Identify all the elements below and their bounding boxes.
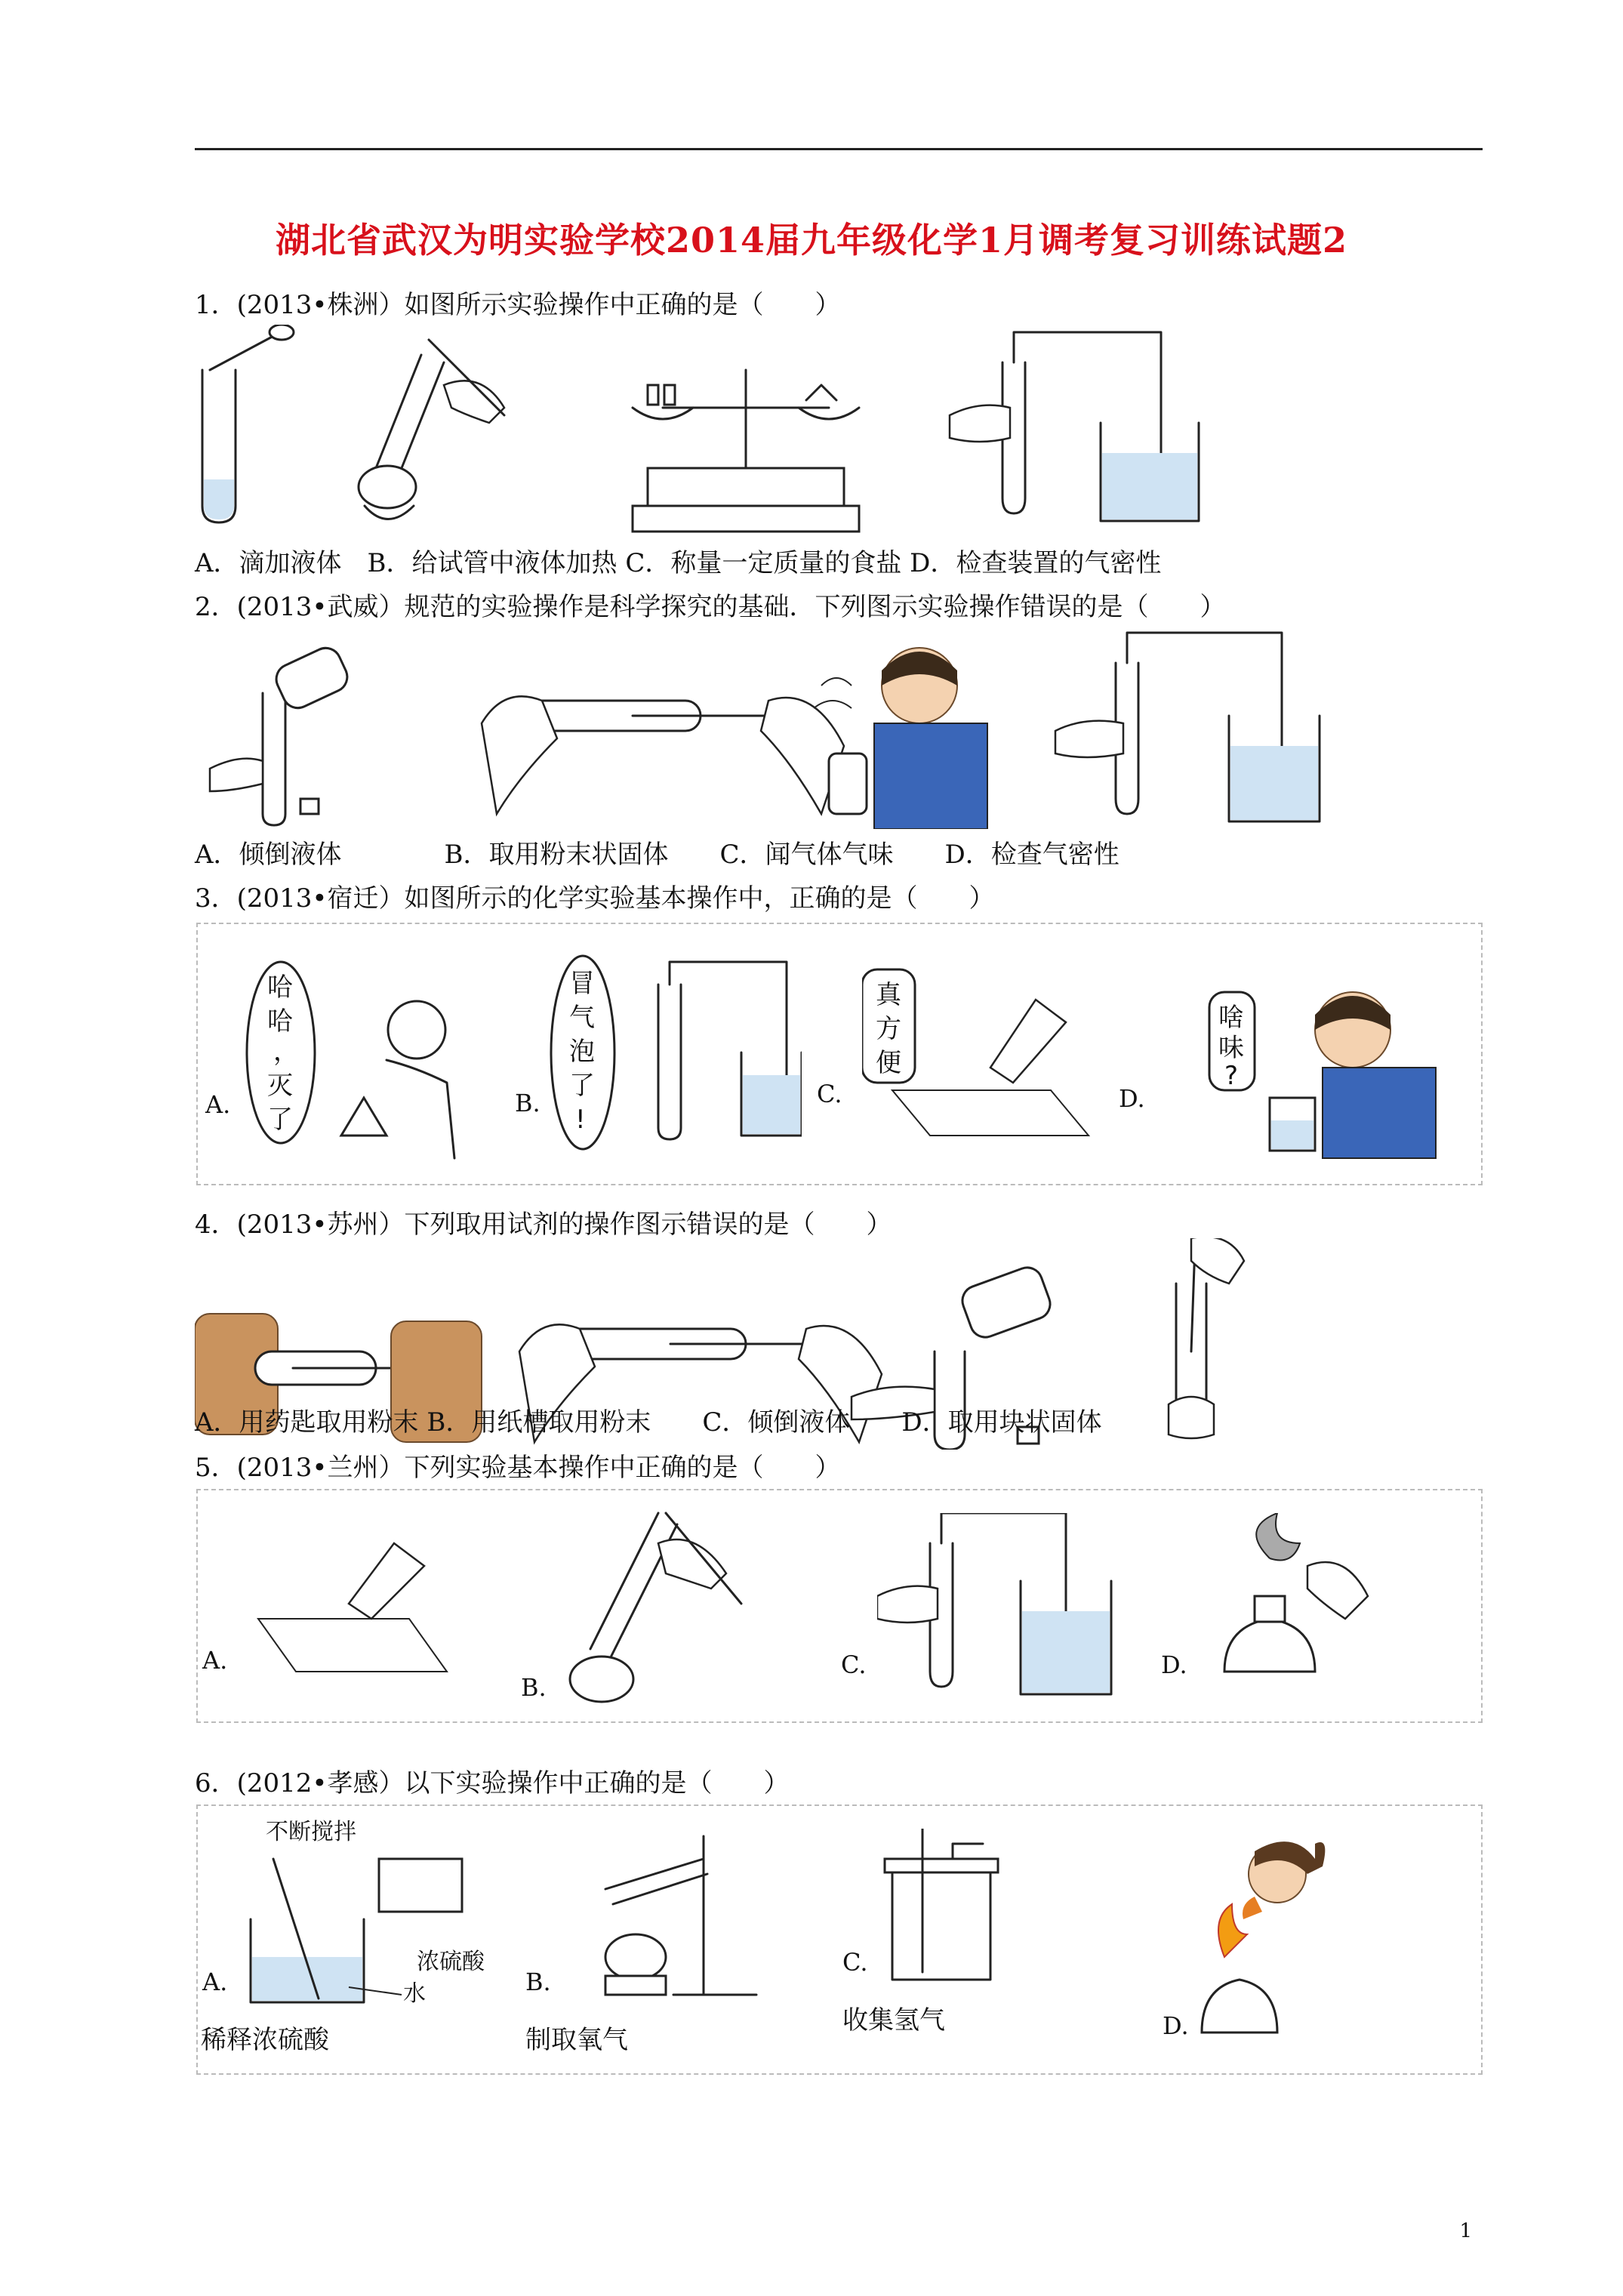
page-number: 1 — [1459, 2220, 1472, 2242]
bubble-a-5: 了 — [267, 1105, 293, 1135]
question-3-label-a: A. — [205, 1090, 231, 1119]
alcohol-lamp-light-image — [1194, 1513, 1421, 1709]
bubble-b-1: 冒 — [569, 969, 595, 999]
dilute-acid-image — [228, 1814, 530, 2017]
question-2 — [195, 586, 1226, 623]
pouring-liquid-image — [210, 643, 352, 825]
question-3 — [195, 877, 995, 914]
airtightness-bubble-image — [545, 939, 802, 1166]
question-6-label-b: B. — [525, 1968, 551, 1996]
question-4-text: (2013•苏州）下列取用试剂的操作图示错误的是（ ） — [236, 1210, 892, 1240]
blow-out-lamp-image — [243, 947, 485, 1173]
heat-tube-image — [545, 1498, 756, 1717]
question-3-text: (2013•宿迁）如图所示的化学实验基本操作中，正确的是（ ） — [236, 883, 995, 914]
question-5-label-c: C. — [841, 1650, 867, 1679]
airtightness-check-image-2 — [1055, 633, 1320, 821]
powder-paper-trough-image — [482, 696, 844, 814]
question-3-number: 3． — [195, 883, 237, 914]
question-4 — [195, 1203, 892, 1240]
airtightness-image-3 — [877, 1513, 1134, 1709]
question-6-number: 6． — [195, 1768, 237, 1798]
bubble-c-2: 方 — [876, 1014, 901, 1044]
question-5-label-d: D. — [1161, 1650, 1187, 1679]
question-6-caption-a: 稀释浓硫酸 — [201, 2025, 329, 2055]
airtightness-check-image — [950, 332, 1199, 521]
question-4-number: 4． — [195, 1210, 237, 1240]
question-6-caption-b: 制取氧气 — [525, 2025, 628, 2055]
question-5-figure-box — [196, 1489, 1483, 1723]
bubble-a-4: 灭 — [267, 1071, 293, 1101]
water-label: 水 — [403, 1980, 426, 2007]
balance-scale-image — [633, 370, 859, 532]
bubble-d-3: ? — [1224, 1061, 1239, 1091]
bubble-b-3: 泡 — [569, 1037, 595, 1067]
question-5-number: 5． — [195, 1453, 237, 1483]
bubble-a-1: 哈 — [267, 972, 293, 1003]
bubble-b-5: ! — [575, 1105, 586, 1135]
bubble-b-2: 气 — [569, 1003, 595, 1033]
question-2-options: A．倾倒液体 B．取用粉末状固体 C．闻气体气味 D．检查气密性 — [195, 840, 1119, 870]
pour-on-paper-image — [862, 954, 1104, 1151]
bubble-a-3: ， — [273, 1037, 299, 1067]
powder-on-paper-image — [243, 1528, 470, 1679]
bubble-c-3: 便 — [876, 1048, 901, 1078]
question-6-label-d: D. — [1163, 2011, 1189, 2040]
question-2-number: 2． — [195, 592, 237, 622]
hydrogen-collect-image — [877, 1829, 1058, 1995]
question-3-label-c: C. — [817, 1080, 842, 1108]
question-6-caption-c: 收集氢气 — [842, 2005, 945, 2036]
question-3-figure-box — [196, 923, 1483, 1185]
bubble-d-1: 啥 — [1218, 1003, 1244, 1033]
question-1-text: (2013•株洲）如图所示实验操作中正确的是（ ） — [236, 290, 841, 320]
question-6-text: (2012•孝感）以下实验操作中正确的是（ ） — [236, 1768, 790, 1798]
question-2-text: (2013•武威）规范的实验操作是科学探究的基础．下列图示实验操作错误的是（ ） — [236, 592, 1226, 622]
header-rule — [195, 148, 1483, 150]
question-2-figures — [195, 625, 1403, 829]
question-4-options: A．用药匙取用粉末 B．用纸槽取用粉末 C．倾倒液体 D．取用块状固体 — [195, 1407, 1102, 1438]
bubble-b-4: 了 — [569, 1071, 595, 1101]
dropper-test-tube-image — [202, 325, 294, 522]
bubble-c-1: 真 — [876, 980, 901, 1010]
oxygen-setup-image — [575, 1829, 802, 2002]
bubble-d-2: 味 — [1218, 1033, 1244, 1063]
question-6-label-a: A. — [202, 1968, 228, 1996]
question-5 — [195, 1447, 841, 1484]
question-1-options: A．滴加液体 B．给试管中液体加热 C．称量一定质量的食盐 D．检查装置的气密性 — [195, 548, 1162, 578]
smell-gas-image — [1179, 947, 1466, 1166]
question-6-label-c: C. — [842, 1948, 868, 1977]
question-1 — [195, 284, 841, 321]
question-1-number: 1． — [195, 290, 237, 320]
question-6-figure-box — [196, 1804, 1483, 2075]
page-title: 湖北省武汉为明实验学校2014届九年级化学1月调考复习训练试题2 — [275, 220, 1348, 260]
question-6 — [195, 1762, 790, 1799]
question-3-label-b: B. — [515, 1089, 540, 1117]
lamp-lighting-girl-image — [1179, 1821, 1406, 2048]
question-1-figures — [195, 325, 1289, 536]
question-5-label-a: A. — [202, 1646, 228, 1675]
bubble-a-2: 哈 — [267, 1006, 293, 1037]
block-solid-image — [1169, 1238, 1244, 1438]
stir-label: 不断搅拌 — [266, 1819, 356, 1845]
question-5-text: (2013•兰州）下列实验基本操作中正确的是（ ） — [236, 1453, 841, 1483]
question-3-label-d: D. — [1119, 1084, 1145, 1113]
heating-test-tube-image — [359, 340, 504, 519]
acid-label: 浓硫酸 — [417, 1949, 485, 1975]
question-5-label-b: B. — [521, 1673, 547, 1702]
